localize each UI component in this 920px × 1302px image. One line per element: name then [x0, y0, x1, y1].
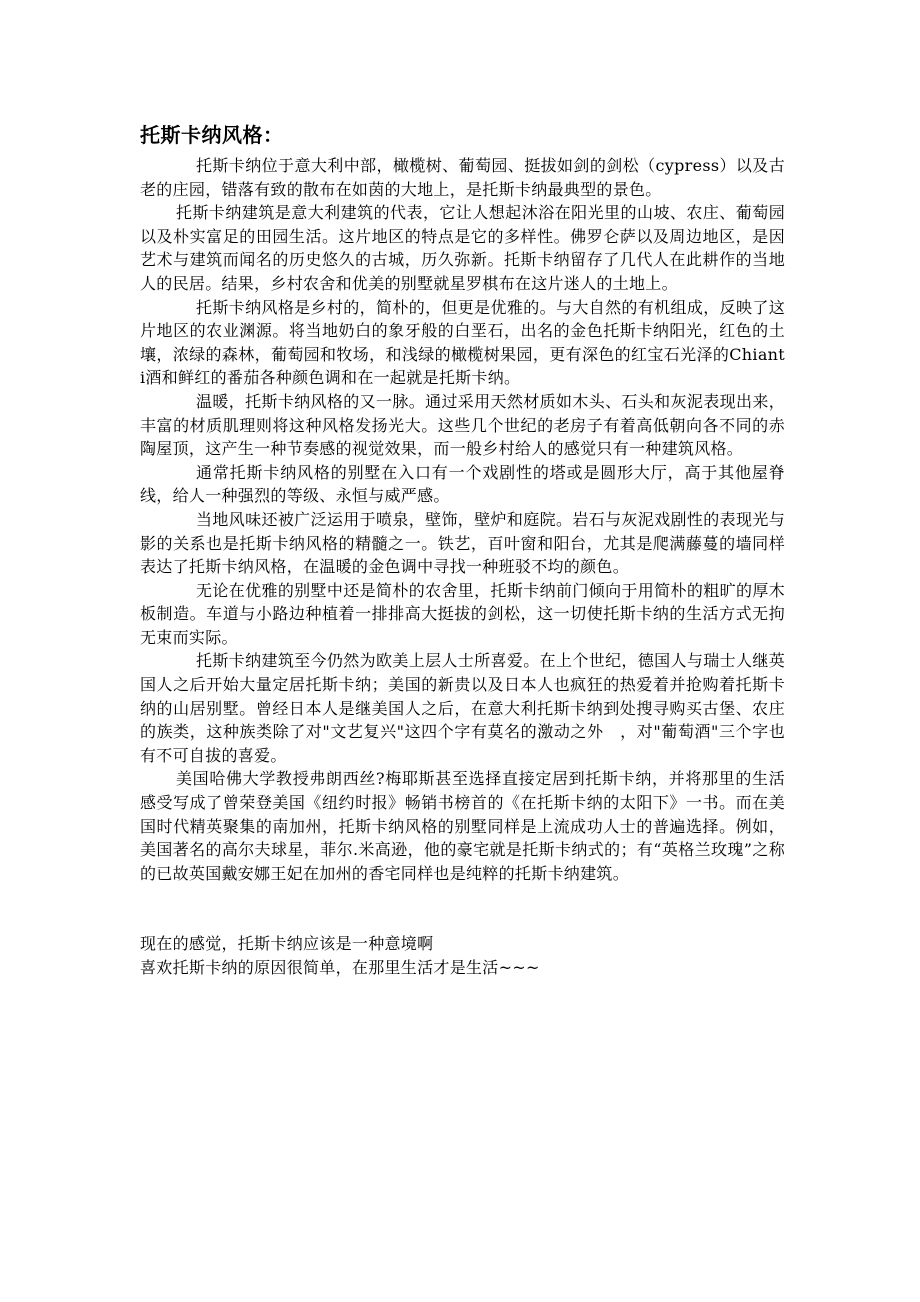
- document-page: [140, 120, 785, 980]
- page-title: 托斯卡纳风格：: [140, 123, 284, 147]
- paragraph: 无论在优雅的别墅中还是简朴的农舍里，托斯卡纳前门倾向于用简朴的粗旷的厚木板制造。车道与小路边种植着一排排高大挺拔的剑松，这一切使托斯卡纳的生活方式无拘无束而实际。: [140, 580, 785, 647]
- blank-space: [140, 885, 785, 932]
- paragraph: 当地风味还被广泛运用于喷泉，壁饰，壁炉和庭院。岩石与灰泥戏剧性的表现光与影的关系也是托斯卡纳风格的精髓之一。铁艺，百叶窗和阳台，尤其是爬满藤蔓的墙同样表达了托斯卡纳风格，在温暖的金色调中寻找一种班驳不均的颜色。: [140, 509, 785, 577]
- paragraph: 托斯卡纳建筑至今仍然为欧美上层人士所喜爱。在上个世纪，德国人与瑞士人继英国人之后开始大量定居托斯卡纳；美国的新贵以及日本人也疯狂的热爱着并抢购着托斯卡纳的山居别墅。曾经日本人是继美国人之后，在意大利托斯卡纳到处搜寻购买古堡、农庄的族类，这种族类除了对"文艺复兴"这四个字有莫名的激动之外 ，对"葡萄酒"三个字也有不可自拔的喜爱。: [140, 651, 785, 765]
- paragraph: 通常托斯卡纳风格的别墅在入口有一个戏剧性的塔或是圆形大厅，高于其他屋脊线，给人一种强烈的等级、永恒与威严感。: [140, 462, 785, 506]
- paragraph: 托斯卡纳建筑是意大利建筑的代表，它让人想起沐浴在阳光里的山坡、农庄、葡萄园以及朴实富足的田园生活。这片地区的特点是它的多样性。佛罗仑萨以及周边地区，是因艺术与建筑而闻名的历史悠久的古城，历久弥新。托斯卡纳留存了几代人在此耕作的当地人的民居。结果，乡村农舍和优美的别墅就星罗棋布在这片迷人的土地上。: [140, 203, 785, 293]
- paragraph: 温暖，托斯卡纳风格的又一脉。通过采用天然材质如木头、石头和灰泥表现出来，丰富的材质肌理则将这种风格发扬光大。这些几个世纪的老房子有着高低朝向各不同的赤陶屋顶，这产生一种节奏感的视觉效果，而一般乡村给人的感觉只有一种建筑风格。: [140, 391, 785, 459]
- closing-line: 现在的感觉，托斯卡纳应该是一种意境啊: [140, 934, 434, 954]
- paragraph: 托斯卡纳风格是乡村的，简朴的，但更是优雅的。与大自然的有机组成，反映了这片地区的农业渊源。将当地奶白的象牙般的白垩石，出名的金色托斯卡纳阳光，红色的土壤，浓绿的森林，葡萄园和牧场，和浅绿的橄榄树果园，更有深色的红宝石光泽的Chianti酒和鲜红的番茄各种颜色调和在一起就是托斯卡纳。: [140, 297, 785, 388]
- paragraph: 美国哈佛大学教授弗朗西丝?梅耶斯甚至选择直接定居到托斯卡纳，并将那里的生活感受写成了曾荣登美国《纽约时报》畅销书榜首的《在托斯卡纳的太阳下》一书。而在美国时代精英聚集的南加州，托斯卡纳风格的别墅同样是上流成功人士的普遍选择。例如，美国著名的高尔夫球星，菲尔.米高逊，他的豪宅就是托斯卡纳式的；有“英格兰玫瑰”之称的已故英国戴安娜王妃在加州的香宅同样也是纯粹的托斯卡纳建筑。: [140, 769, 785, 883]
- paragraph: 托斯卡纳位于意大利中部，橄榄树、葡萄园、挺拔如剑的剑松（cypress）以及古老的庄园，错落有致的散布在如茵的大地上，是托斯卡纳最典型的景色。: [140, 156, 785, 199]
- closing-line: 喜欢托斯卡纳的原因很简单，在那里生活才是生活~~~: [140, 958, 540, 977]
